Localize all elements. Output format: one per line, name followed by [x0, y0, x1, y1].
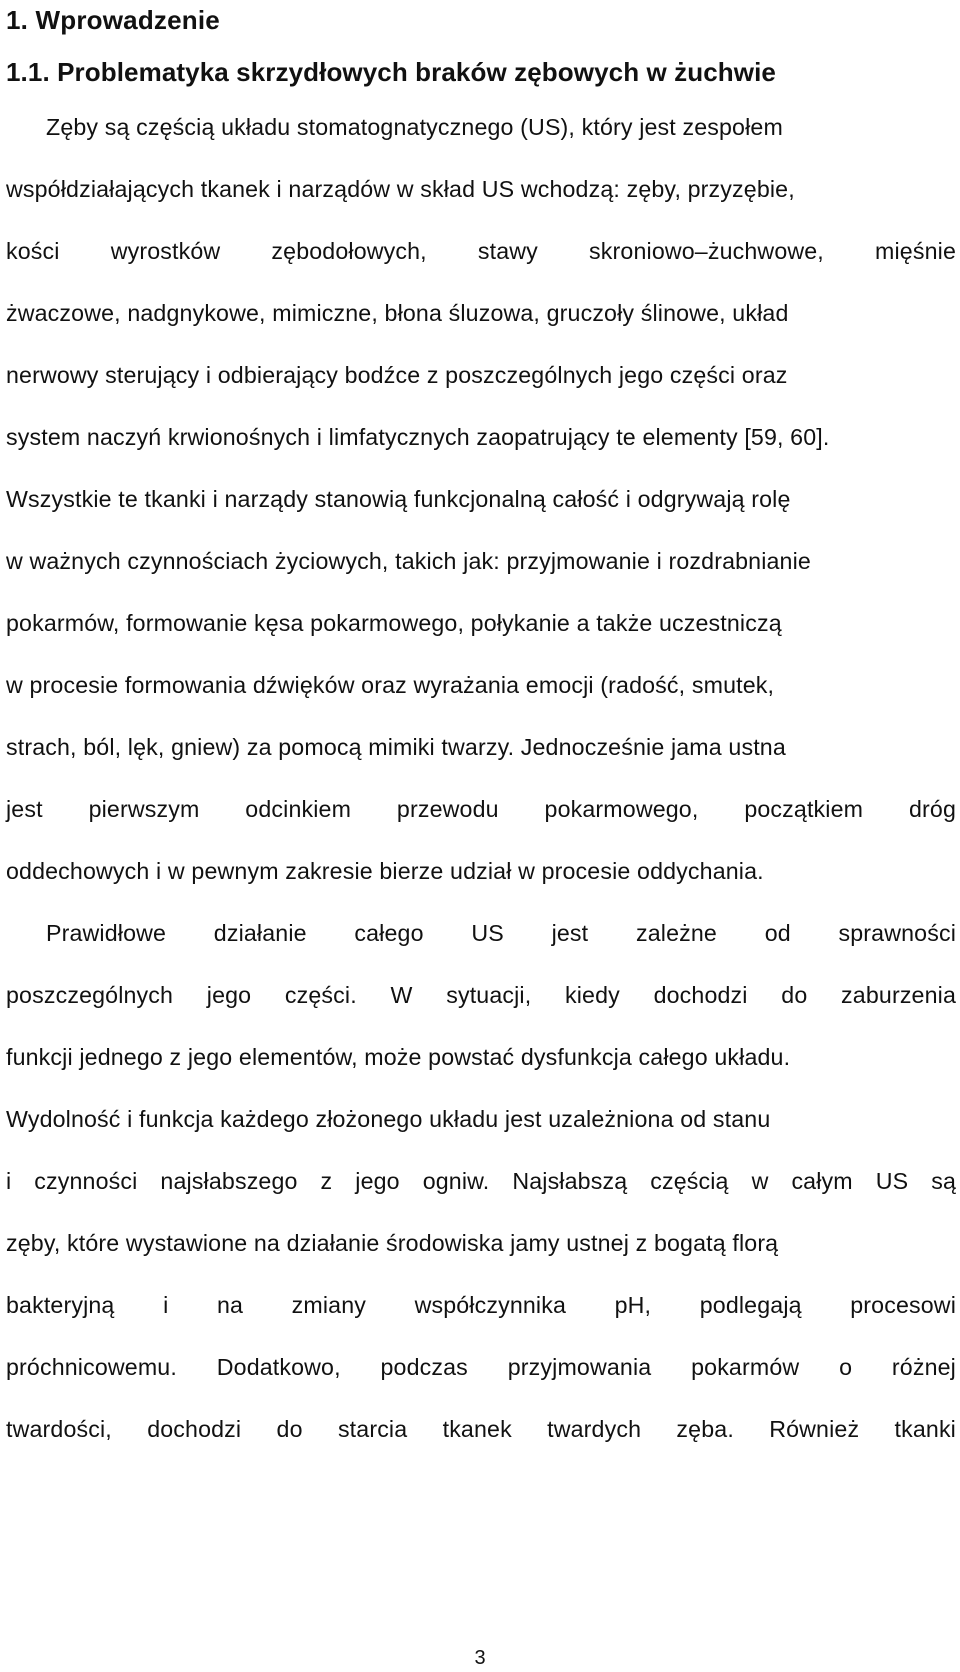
text-line: twardości, dochodzi do starcia tkanek twardych zęba. Również tkanki — [6, 1416, 956, 1442]
page-number: 3 — [474, 1647, 486, 1669]
text-line: Wydolność i funkcja każdego złożonego układu jest uzależniona od stanu — [6, 1106, 771, 1132]
text-line: funkcji jednego z jego elementów, może powstać dysfunkcja całego układu. — [6, 1044, 791, 1070]
text-line: poszczególnych jego części. W sytuacji, kiedy dochodzi do zaburzenia — [6, 982, 956, 1008]
text-line: Zęby są częścią układu stomatognatycznego (US), który jest zespołem — [46, 114, 783, 140]
text-line: w ważnych czynnościach życiowych, takich jak: przyjmowanie i rozdrabnianie — [6, 548, 811, 574]
text-line: próchnicowemu. Dodatkowo, podczas przyjmowania pokarmów o różnej — [6, 1354, 956, 1380]
section-heading: 1.1. Problematyka skrzydłowych braków zębowych w żuchwie — [6, 57, 776, 87]
text-line: współdziałających tkanek i narządów w skład US wchodzą: zęby, przyzębie, — [6, 176, 795, 202]
text-line: żwaczowe, nadgnykowe, mimiczne, błona śluzowa, gruczoły ślinowe, układ — [6, 300, 789, 326]
text-line: Wszystkie te tkanki i narządy stanowią funkcjonalną całość i odgrywają rolę — [6, 486, 791, 512]
text-line: zęby, które wystawione na działanie środowiska jamy ustnej z bogatą florą — [6, 1230, 779, 1256]
text-line: nerwowy sterujący i odbierający bodźce z poszczególnych jego części oraz — [6, 362, 788, 388]
text-line: oddechowych i w pewnym zakresie bierze udział w procesie oddychania. — [6, 858, 764, 884]
text-line: strach, ból, lęk, gniew) za pomocą mimiki twarzy. Jednocześnie jama ustna — [6, 734, 786, 760]
text-line: Prawidłowe działanie całego US jest zależne od sprawności — [46, 920, 956, 946]
text-line: i czynności najsłabszego z jego ogniw. Najsłabszą częścią w całym US są — [6, 1168, 956, 1194]
text-line: bakteryjną i na zmiany współczynnika pH, podlegają procesowi — [6, 1292, 956, 1318]
text-line: kości wyrostków zębodołowych, stawy skroniowo–żuchwowe, mięśnie — [6, 238, 956, 264]
text-line: jest pierwszym odcinkiem przewodu pokarmowego, początkiem dróg — [6, 796, 956, 822]
document-page — [6, 0, 956, 1442]
text-line: system naczyń krwionośnych i limfatycznych zaopatrujący te elementy [59, 60]. — [6, 424, 830, 450]
chapter-heading: 1. Wprowadzenie — [6, 5, 220, 35]
text-line: pokarmów, formowanie kęsa pokarmowego, połykanie a także uczestniczą — [6, 610, 782, 636]
text-line: w procesie formowania dźwięków oraz wyrażania emocji (radość, smutek, — [6, 672, 775, 698]
